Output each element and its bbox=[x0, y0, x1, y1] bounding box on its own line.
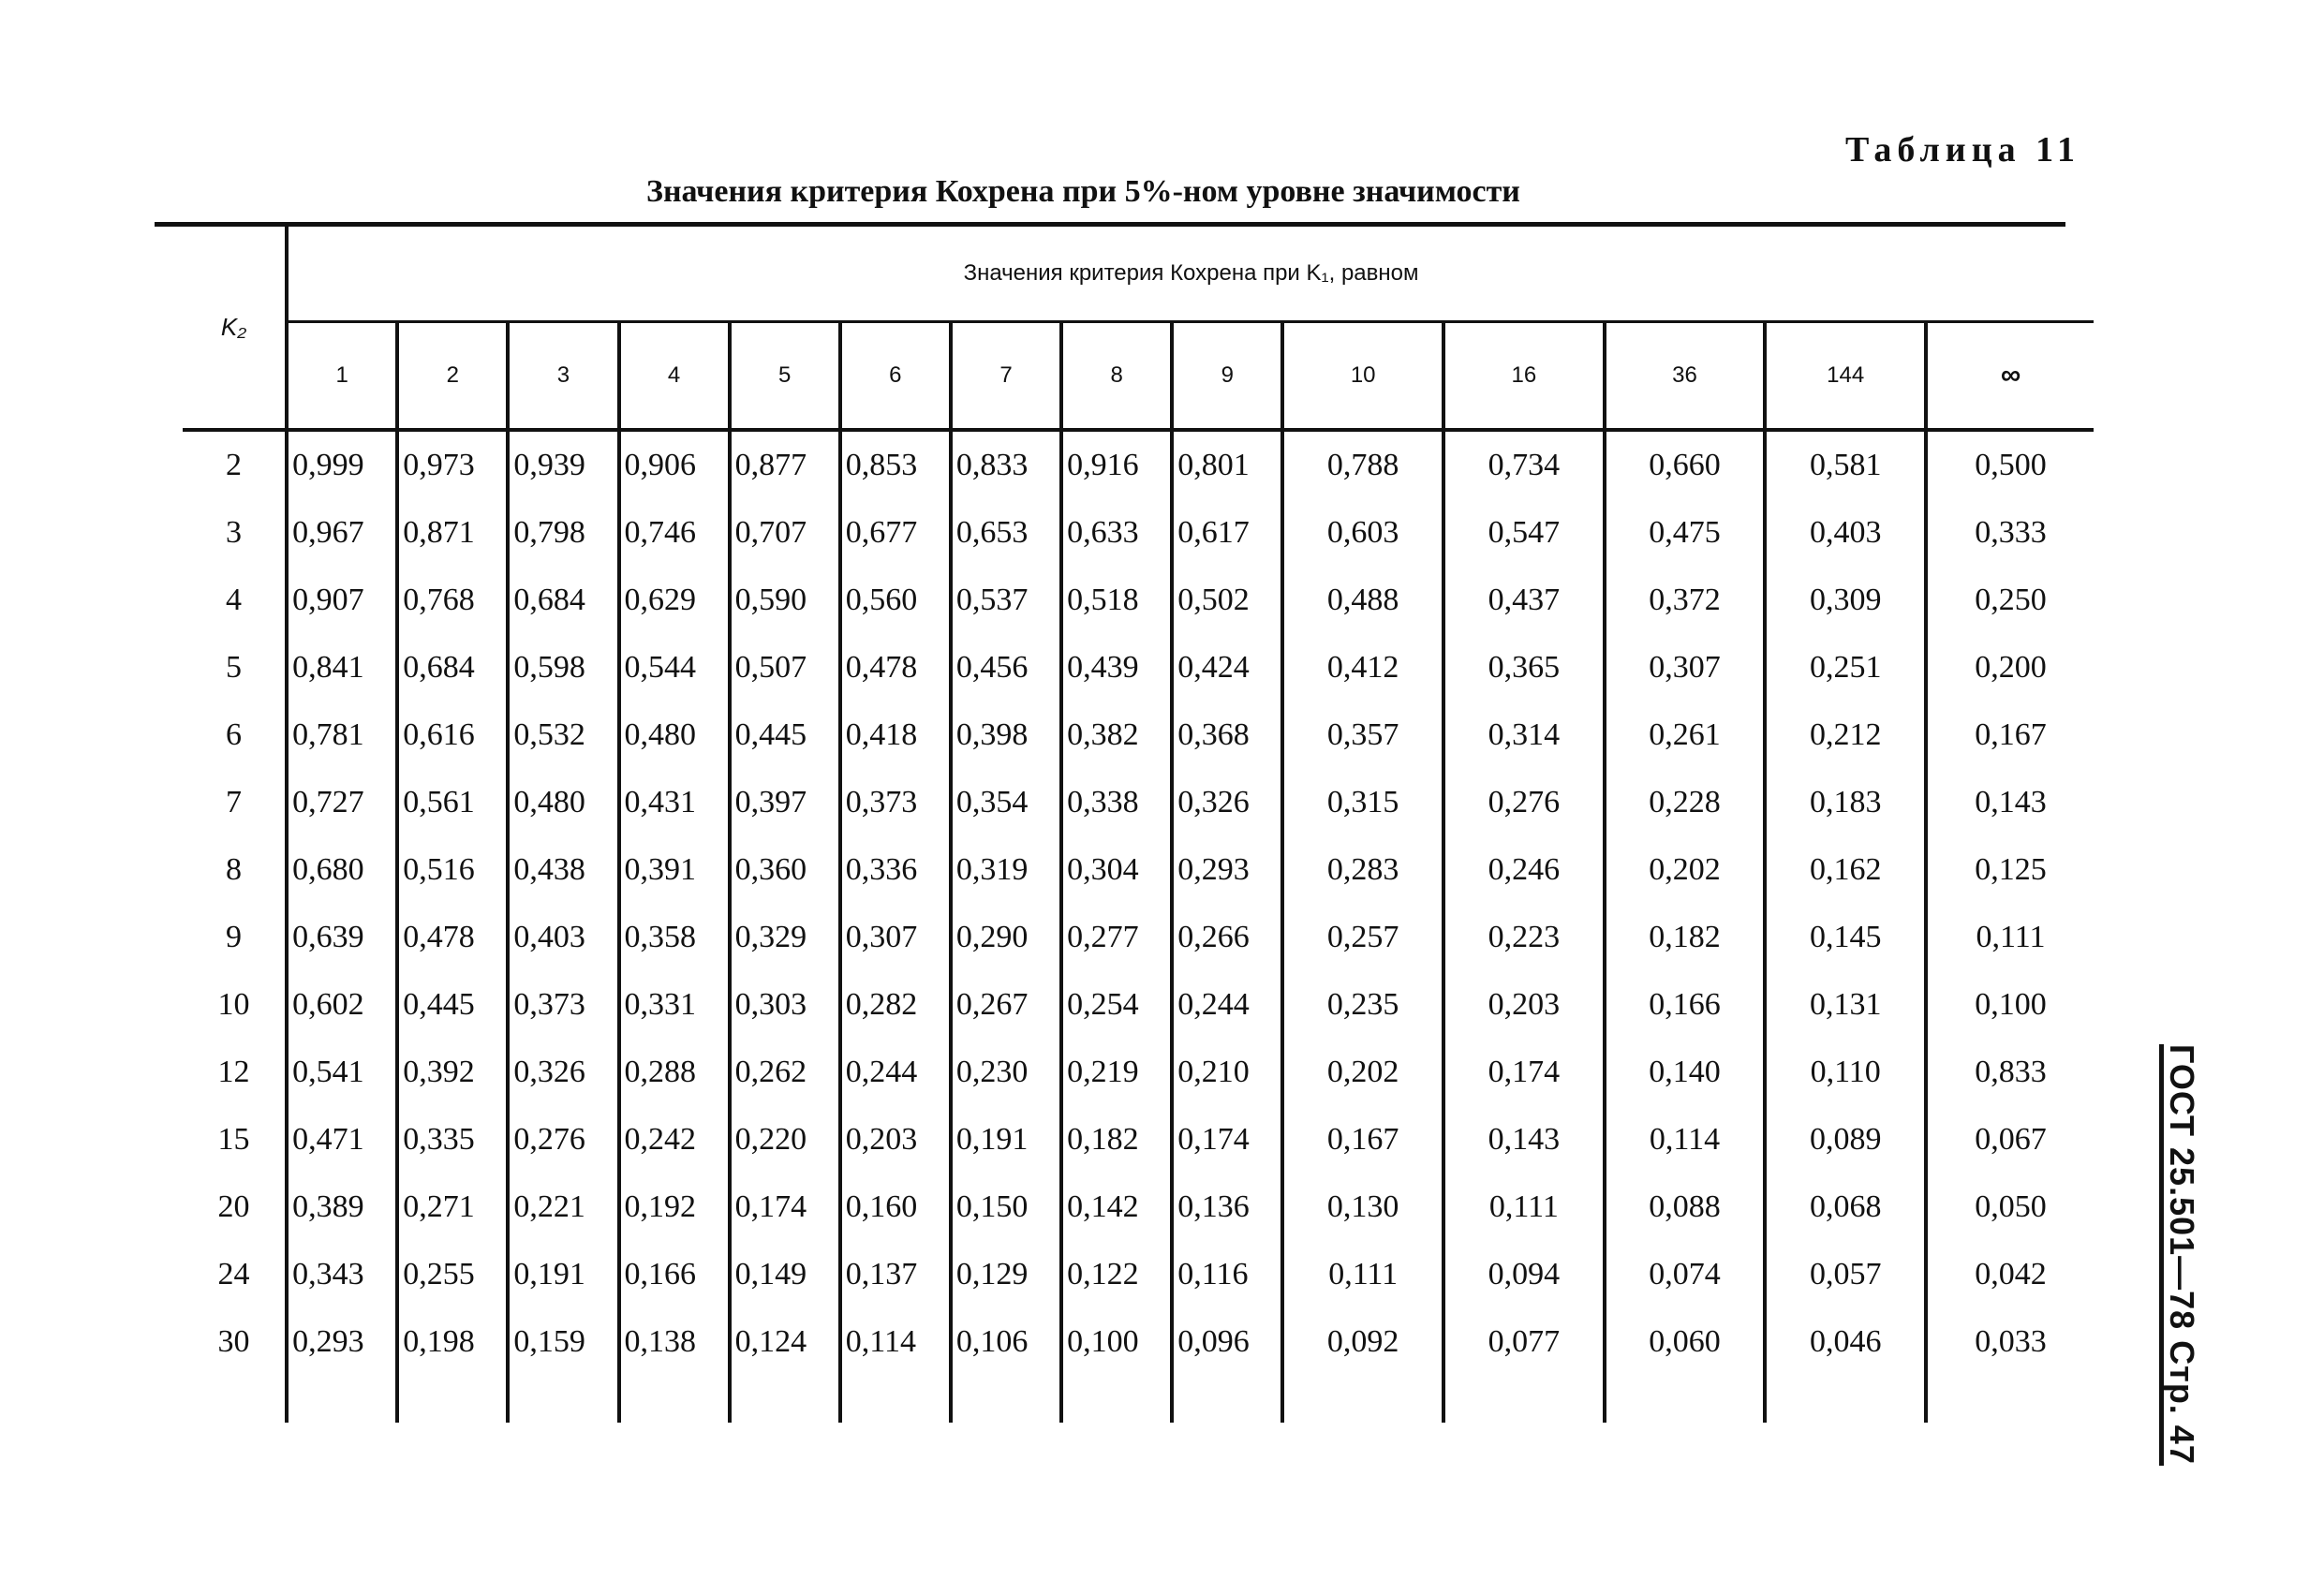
value-cell: 0,360 bbox=[730, 836, 840, 904]
value-cell: 0,057 bbox=[1765, 1241, 1926, 1308]
value-cell: 0,707 bbox=[730, 499, 840, 567]
value-cell: 0,282 bbox=[840, 971, 951, 1039]
value-cell: 0,561 bbox=[397, 769, 508, 836]
table-bottom-padding bbox=[183, 1376, 2094, 1423]
value-cell: 0,480 bbox=[508, 769, 618, 836]
value-cell: 0,266 bbox=[1172, 904, 1282, 971]
value-cell: 0,833 bbox=[951, 432, 1061, 499]
value-cell: 0,143 bbox=[1443, 1106, 1605, 1173]
value-cell: 0,303 bbox=[730, 971, 840, 1039]
value-cell: 0,191 bbox=[951, 1106, 1061, 1173]
value-cell: 0,412 bbox=[1282, 634, 1443, 701]
value-cell: 0,202 bbox=[1605, 836, 1766, 904]
value-cell: 0,727 bbox=[287, 769, 397, 836]
value-cell: 0,276 bbox=[508, 1106, 618, 1173]
value-cell: 0,159 bbox=[508, 1308, 618, 1376]
value-cell: 0,331 bbox=[619, 971, 730, 1039]
value-cell: 0,616 bbox=[397, 701, 508, 769]
value-cell: 0,212 bbox=[1765, 701, 1926, 769]
value-cell: 0,431 bbox=[619, 769, 730, 836]
value-cell: 0,149 bbox=[730, 1241, 840, 1308]
table-title: Значения критерия Кохрена при 5%-ном уровне значимости bbox=[646, 174, 1520, 209]
table-row bbox=[183, 499, 2094, 567]
value-cell: 0,293 bbox=[1172, 836, 1282, 904]
row-header-k2: K₂ bbox=[220, 313, 247, 341]
table-body bbox=[183, 432, 2094, 1423]
value-cell: 0,368 bbox=[1172, 701, 1282, 769]
value-cell: 0,906 bbox=[619, 432, 730, 499]
value-cell: 0,250 bbox=[1926, 567, 2094, 634]
value-cell: 0,598 bbox=[508, 634, 618, 701]
value-cell: 0,403 bbox=[1765, 499, 1926, 567]
value-cell: 0,111 bbox=[1926, 904, 2094, 971]
value-cell: 0,174 bbox=[730, 1173, 840, 1241]
value-cell: 0,438 bbox=[508, 836, 618, 904]
value-cell: 0,125 bbox=[1926, 836, 2094, 904]
value-cell: 0,267 bbox=[951, 971, 1061, 1039]
value-cell: 0,343 bbox=[287, 1241, 397, 1308]
value-cell: 0,916 bbox=[1061, 432, 1172, 499]
value-cell: 0,537 bbox=[951, 567, 1061, 634]
value-cell: 0,202 bbox=[1282, 1039, 1443, 1106]
value-cell: 0,060 bbox=[1605, 1308, 1766, 1376]
value-cell: 0,478 bbox=[840, 634, 951, 701]
side-gost-text: ГОСТ 25.501—78 Стр. 47 bbox=[2163, 1044, 2201, 1465]
column-header: 16 bbox=[1443, 322, 1605, 431]
table-row bbox=[183, 904, 2094, 971]
value-cell: 0,480 bbox=[619, 701, 730, 769]
value-cell: 0,271 bbox=[397, 1173, 508, 1241]
value-cell: 0,228 bbox=[1605, 769, 1766, 836]
value-cell: 0,338 bbox=[1061, 769, 1172, 836]
value-cell: 0,257 bbox=[1282, 904, 1443, 971]
table-row bbox=[183, 701, 2094, 769]
value-cell: 0,397 bbox=[730, 769, 840, 836]
column-header: 2 bbox=[397, 322, 508, 431]
value-cell: 0,788 bbox=[1282, 432, 1443, 499]
value-cell: 0,192 bbox=[619, 1173, 730, 1241]
value-cell: 0,277 bbox=[1061, 904, 1172, 971]
value-cell: 0,138 bbox=[619, 1308, 730, 1376]
value-cell: 0,114 bbox=[840, 1308, 951, 1376]
value-cell: 0,166 bbox=[1605, 971, 1766, 1039]
value-cell: 0,244 bbox=[840, 1039, 951, 1106]
value-cell: 0,160 bbox=[840, 1173, 951, 1241]
table-row bbox=[183, 836, 2094, 904]
value-cell: 0,203 bbox=[1443, 971, 1605, 1039]
value-cell: 0,092 bbox=[1282, 1308, 1443, 1376]
value-cell: 0,174 bbox=[1443, 1039, 1605, 1106]
value-cell: 0,088 bbox=[1605, 1173, 1766, 1241]
value-cell: 0,967 bbox=[287, 499, 397, 567]
column-header-row bbox=[183, 322, 2094, 431]
value-cell: 0,221 bbox=[508, 1173, 618, 1241]
value-cell: 0,973 bbox=[397, 432, 508, 499]
column-header: 8 bbox=[1061, 322, 1172, 431]
value-cell: 0,372 bbox=[1605, 567, 1766, 634]
value-cell: 0,326 bbox=[508, 1039, 618, 1106]
group-header: Значения критерия Кохрена при K₁, равном bbox=[287, 227, 2094, 322]
value-cell: 0,333 bbox=[1926, 499, 2094, 567]
value-cell: 0,129 bbox=[951, 1241, 1061, 1308]
value-cell: 0,507 bbox=[730, 634, 840, 701]
value-cell: 0,653 bbox=[951, 499, 1061, 567]
value-cell: 0,439 bbox=[1061, 634, 1172, 701]
column-header: 6 bbox=[840, 322, 951, 431]
k2-cell: 15 bbox=[217, 1122, 250, 1157]
value-cell: 0,106 bbox=[951, 1308, 1061, 1376]
value-cell: 0,999 bbox=[287, 432, 397, 499]
value-cell: 0,309 bbox=[1765, 567, 1926, 634]
value-cell: 0,617 bbox=[1172, 499, 1282, 567]
value-cell: 0,532 bbox=[508, 701, 618, 769]
table-row bbox=[183, 1241, 2094, 1308]
value-cell: 0,326 bbox=[1172, 769, 1282, 836]
value-cell: 0,478 bbox=[397, 904, 508, 971]
value-cell: 0,293 bbox=[287, 1308, 397, 1376]
value-cell: 0,182 bbox=[1605, 904, 1766, 971]
k2-cell: 8 bbox=[226, 852, 243, 887]
value-cell: 0,033 bbox=[1926, 1308, 2094, 1376]
value-cell: 0,939 bbox=[508, 432, 618, 499]
k2-cell: 5 bbox=[226, 650, 243, 685]
value-cell: 0,096 bbox=[1172, 1308, 1282, 1376]
value-cell: 0,276 bbox=[1443, 769, 1605, 836]
value-cell: 0,853 bbox=[840, 432, 951, 499]
value-cell: 0,200 bbox=[1926, 634, 2094, 701]
column-header: 7 bbox=[951, 322, 1061, 431]
value-cell: 0,230 bbox=[951, 1039, 1061, 1106]
value-cell: 0,877 bbox=[730, 432, 840, 499]
k2-cell: 6 bbox=[226, 717, 243, 752]
value-cell: 0,242 bbox=[619, 1106, 730, 1173]
value-cell: 0,046 bbox=[1765, 1308, 1926, 1376]
table-row bbox=[183, 1039, 2094, 1106]
value-cell: 0,100 bbox=[1926, 971, 2094, 1039]
value-cell: 0,162 bbox=[1765, 836, 1926, 904]
value-cell: 0,167 bbox=[1926, 701, 2094, 769]
table-row bbox=[183, 1106, 2094, 1173]
k2-cell: 10 bbox=[217, 987, 250, 1022]
value-cell: 0,283 bbox=[1282, 836, 1443, 904]
k2-cell: 24 bbox=[217, 1257, 250, 1291]
value-cell: 0,391 bbox=[619, 836, 730, 904]
value-cell: 0,335 bbox=[397, 1106, 508, 1173]
value-cell: 0,833 bbox=[1926, 1039, 2094, 1106]
value-cell: 0,357 bbox=[1282, 701, 1443, 769]
value-cell: 0,358 bbox=[619, 904, 730, 971]
value-cell: 0,516 bbox=[397, 836, 508, 904]
value-cell: 0,373 bbox=[840, 769, 951, 836]
value-cell: 0,166 bbox=[619, 1241, 730, 1308]
table-row bbox=[183, 432, 2094, 499]
value-cell: 0,382 bbox=[1061, 701, 1172, 769]
value-cell: 0,639 bbox=[287, 904, 397, 971]
value-cell: 0,518 bbox=[1061, 567, 1172, 634]
value-cell: 0,456 bbox=[951, 634, 1061, 701]
value-cell: 0,246 bbox=[1443, 836, 1605, 904]
value-cell: 0,198 bbox=[397, 1308, 508, 1376]
value-cell: 0,547 bbox=[1443, 499, 1605, 567]
value-cell: 0,603 bbox=[1282, 499, 1443, 567]
value-cell: 0,122 bbox=[1061, 1241, 1172, 1308]
column-header: 36 bbox=[1605, 322, 1766, 431]
value-cell: 0,137 bbox=[840, 1241, 951, 1308]
value-cell: 0,114 bbox=[1605, 1106, 1766, 1173]
value-cell: 0,251 bbox=[1765, 634, 1926, 701]
table-row bbox=[183, 1308, 2094, 1376]
value-cell: 0,502 bbox=[1172, 567, 1282, 634]
value-cell: 0,684 bbox=[508, 567, 618, 634]
value-cell: 0,150 bbox=[951, 1173, 1061, 1241]
value-cell: 0,314 bbox=[1443, 701, 1605, 769]
value-cell: 0,684 bbox=[397, 634, 508, 701]
k2-cell: 3 bbox=[226, 515, 243, 550]
table-row bbox=[183, 769, 2094, 836]
value-cell: 0,660 bbox=[1605, 432, 1766, 499]
value-cell: 0,111 bbox=[1282, 1241, 1443, 1308]
column-header: 10 bbox=[1282, 322, 1443, 431]
value-cell: 0,288 bbox=[619, 1039, 730, 1106]
value-cell: 0,581 bbox=[1765, 432, 1926, 499]
k2-cell: 9 bbox=[226, 920, 243, 954]
value-cell: 0,398 bbox=[951, 701, 1061, 769]
value-cell: 0,261 bbox=[1605, 701, 1766, 769]
value-cell: 0,680 bbox=[287, 836, 397, 904]
column-header: 4 bbox=[619, 322, 730, 431]
value-cell: 0,403 bbox=[508, 904, 618, 971]
value-cell: 0,124 bbox=[730, 1308, 840, 1376]
value-cell: 0,174 bbox=[1172, 1106, 1282, 1173]
value-cell: 0,336 bbox=[840, 836, 951, 904]
value-cell: 0,746 bbox=[619, 499, 730, 567]
value-cell: 0,089 bbox=[1765, 1106, 1926, 1173]
table-number-label: Таблица 11 bbox=[1845, 130, 2080, 170]
value-cell: 0,235 bbox=[1282, 971, 1443, 1039]
table-row bbox=[183, 567, 2094, 634]
value-cell: 0,424 bbox=[1172, 634, 1282, 701]
k2-cell: 20 bbox=[217, 1189, 250, 1224]
value-cell: 0,841 bbox=[287, 634, 397, 701]
value-cell: 0,210 bbox=[1172, 1039, 1282, 1106]
value-cell: 0,500 bbox=[1926, 432, 2094, 499]
value-cell: 0,602 bbox=[287, 971, 397, 1039]
value-cell: 0,475 bbox=[1605, 499, 1766, 567]
k2-cell: 12 bbox=[217, 1055, 250, 1089]
value-cell: 0,389 bbox=[287, 1173, 397, 1241]
column-header: 1 bbox=[287, 322, 397, 431]
value-cell: 0,907 bbox=[287, 567, 397, 634]
k2-cell: 2 bbox=[226, 448, 243, 482]
value-cell: 0,560 bbox=[840, 567, 951, 634]
value-cell: 0,365 bbox=[1443, 634, 1605, 701]
value-cell: 0,067 bbox=[1926, 1106, 2094, 1173]
value-cell: 0,307 bbox=[1605, 634, 1766, 701]
table-row bbox=[183, 971, 2094, 1039]
value-cell: 0,373 bbox=[508, 971, 618, 1039]
value-cell: 0,781 bbox=[287, 701, 397, 769]
value-cell: 0,131 bbox=[1765, 971, 1926, 1039]
column-header: 144 bbox=[1765, 322, 1926, 431]
value-cell: 0,319 bbox=[951, 836, 1061, 904]
value-cell: 0,445 bbox=[730, 701, 840, 769]
value-cell: 0,254 bbox=[1061, 971, 1172, 1039]
column-header: 5 bbox=[730, 322, 840, 431]
value-cell: 0,590 bbox=[730, 567, 840, 634]
value-cell: 0,541 bbox=[287, 1039, 397, 1106]
value-cell: 0,167 bbox=[1282, 1106, 1443, 1173]
value-cell: 0,798 bbox=[508, 499, 618, 567]
value-cell: 0,130 bbox=[1282, 1173, 1443, 1241]
value-cell: 0,244 bbox=[1172, 971, 1282, 1039]
value-cell: 0,768 bbox=[397, 567, 508, 634]
value-cell: 0,262 bbox=[730, 1039, 840, 1106]
value-cell: 0,445 bbox=[397, 971, 508, 1039]
value-cell: 0,100 bbox=[1061, 1308, 1172, 1376]
cochran-criterion-table bbox=[183, 227, 2094, 1423]
value-cell: 0,633 bbox=[1061, 499, 1172, 567]
value-cell: 0,042 bbox=[1926, 1241, 2094, 1308]
column-header: 3 bbox=[508, 322, 618, 431]
k2-cell: 7 bbox=[226, 785, 243, 819]
value-cell: 0,354 bbox=[951, 769, 1061, 836]
value-cell: 0,307 bbox=[840, 904, 951, 971]
value-cell: 0,734 bbox=[1443, 432, 1605, 499]
value-cell: 0,223 bbox=[1443, 904, 1605, 971]
value-cell: 0,116 bbox=[1172, 1241, 1282, 1308]
value-cell: 0,220 bbox=[730, 1106, 840, 1173]
value-cell: 0,329 bbox=[730, 904, 840, 971]
value-cell: 0,255 bbox=[397, 1241, 508, 1308]
side-gost-label bbox=[2159, 1044, 2211, 1466]
value-cell: 0,136 bbox=[1172, 1173, 1282, 1241]
value-cell: 0,871 bbox=[397, 499, 508, 567]
value-cell: 0,142 bbox=[1061, 1173, 1172, 1241]
value-cell: 0,111 bbox=[1443, 1173, 1605, 1241]
column-header: ∞ bbox=[1926, 322, 2094, 431]
value-cell: 0,110 bbox=[1765, 1039, 1926, 1106]
value-cell: 0,304 bbox=[1061, 836, 1172, 904]
value-cell: 0,077 bbox=[1443, 1308, 1605, 1376]
value-cell: 0,437 bbox=[1443, 567, 1605, 634]
value-cell: 0,544 bbox=[619, 634, 730, 701]
value-cell: 0,203 bbox=[840, 1106, 951, 1173]
value-cell: 0,219 bbox=[1061, 1039, 1172, 1106]
value-cell: 0,094 bbox=[1443, 1241, 1605, 1308]
k2-cell: 30 bbox=[217, 1324, 250, 1359]
value-cell: 0,418 bbox=[840, 701, 951, 769]
value-cell: 0,315 bbox=[1282, 769, 1443, 836]
table-row bbox=[183, 634, 2094, 701]
value-cell: 0,050 bbox=[1926, 1173, 2094, 1241]
k2-cell: 4 bbox=[226, 583, 243, 617]
value-cell: 0,140 bbox=[1605, 1039, 1766, 1106]
value-cell: 0,182 bbox=[1061, 1106, 1172, 1173]
value-cell: 0,191 bbox=[508, 1241, 618, 1308]
value-cell: 0,074 bbox=[1605, 1241, 1766, 1308]
column-header: 9 bbox=[1172, 322, 1282, 431]
value-cell: 0,392 bbox=[397, 1039, 508, 1106]
value-cell: 0,068 bbox=[1765, 1173, 1926, 1241]
value-cell: 0,290 bbox=[951, 904, 1061, 971]
value-cell: 0,143 bbox=[1926, 769, 2094, 836]
value-cell: 0,488 bbox=[1282, 567, 1443, 634]
value-cell: 0,801 bbox=[1172, 432, 1282, 499]
value-cell: 0,471 bbox=[287, 1106, 397, 1173]
value-cell: 0,629 bbox=[619, 567, 730, 634]
value-cell: 0,145 bbox=[1765, 904, 1926, 971]
table-row bbox=[183, 1173, 2094, 1241]
value-cell: 0,677 bbox=[840, 499, 951, 567]
value-cell: 0,183 bbox=[1765, 769, 1926, 836]
